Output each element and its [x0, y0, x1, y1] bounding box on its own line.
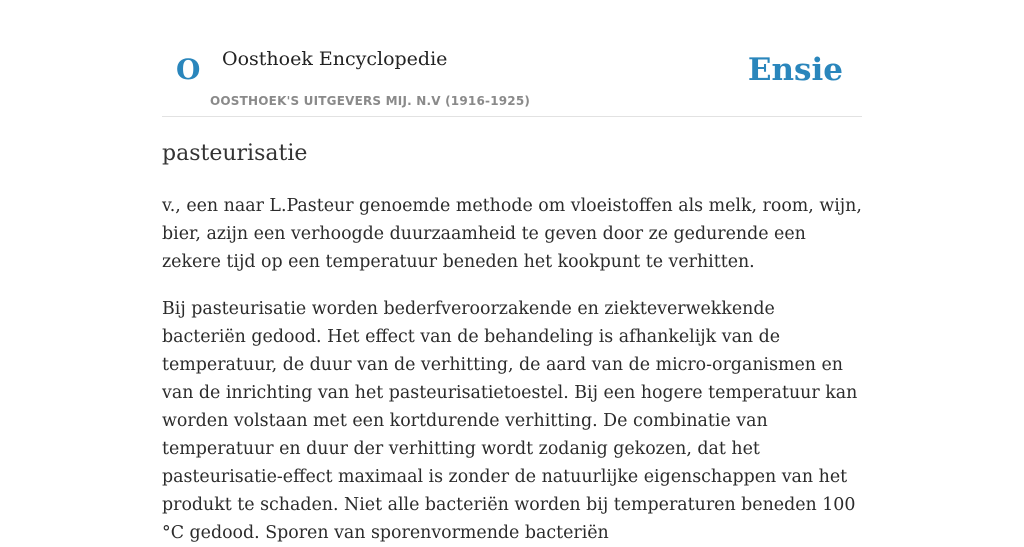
- source-subtitle: OOSTHOEK'S UITGEVERS MIJ. N.V (1916-1925): [210, 94, 531, 108]
- entry-content: [162, 138, 862, 547]
- entry-paragraph: v., een naar L.Pasteur genoemde methode om vloeistoffen als melk, room, wijn, bier, azijn een verhoogde duurzaamheid te geven door ze gedurende een zekere tijd op een temperatuur beneden het kookpunt te verhitten.: [162, 196, 862, 272]
- entry-paragraph: Bij pasteurisatie worden bederfveroorzakende en ziekteverwekkende bacteriën gedood. Het effect van de behandeling is afhankelijk van de temperatuur, de duur van de verhitting, de aard van de micro-organismen en van de inrichting van het pasteurisatietoestel. Bij een hogere temperatuur kan worden volstaan met een kortdurende verhitting. De combinatie van temperatuur en duur der verhitting wordt zodanig gekozen, dat het pasteurisatie-effect maximaal is zonder de natuurlijke eigenschappen van het produkt te schaden. Niet alle bacteriën worden bij temperaturen beneden 100 °C gedood. Sporen van sporenvormende bacteriën: [162, 299, 858, 543]
- source-logo[interactable]: O: [176, 53, 201, 86]
- brand-logo[interactable]: Ensie: [747, 52, 843, 88]
- header: [162, 0, 862, 117]
- source-title: Oosthoek Encyclopedie: [222, 48, 448, 70]
- entry-title: pasteurisatie: [162, 141, 308, 166]
